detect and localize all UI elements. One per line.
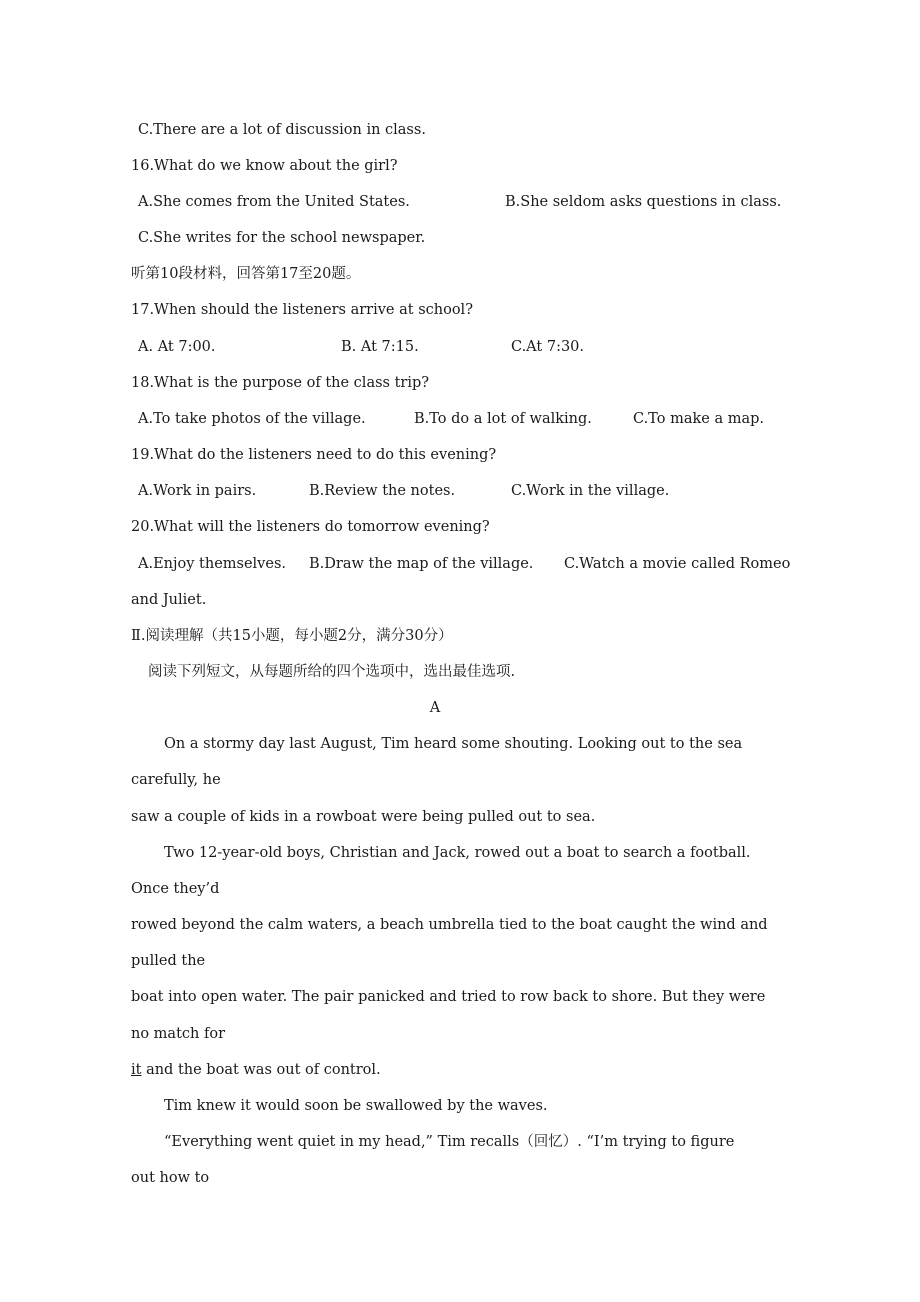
q18-option-b: B.To do a lot of walking. bbox=[414, 411, 592, 427]
q17-option-a: A. At 7:00. bbox=[138, 339, 216, 355]
q16-option-c: C.She writes for the school newspaper. bbox=[138, 230, 426, 246]
q17-option-c: C.At 7:30. bbox=[511, 339, 585, 355]
q19-question: 19.What do the listeners need to do this evening? bbox=[131, 447, 497, 463]
passage-line: boat into open water. The pair panicked and tried to row back to shore. But they were bbox=[131, 989, 766, 1005]
passage-line: carefully, he bbox=[131, 772, 221, 788]
passage-line bbox=[131, 1060, 381, 1080]
q16-question: 16.What do we know about the girl? bbox=[131, 158, 398, 174]
q18-option-c: C.To make a map. bbox=[633, 411, 764, 427]
q20-question: 20.What will the listeners do tomorrow evening? bbox=[131, 519, 490, 535]
q19-option-c: C.Work in the village. bbox=[511, 483, 670, 499]
q18-option-a: A.To take photos of the village. bbox=[138, 411, 366, 427]
q15-option-c: C.There are a lot of discussion in class. bbox=[138, 122, 426, 138]
q20-option-c: C.Watch a movie called Romeo bbox=[564, 556, 791, 572]
passage-line-rest: and the boat was out of control. bbox=[146, 1062, 381, 1078]
passage-line: “Everything went quiet in my head,” Tim recalls（回忆）. “I’m trying to figure bbox=[164, 1134, 735, 1150]
passage-line: On a stormy day last August, Tim heard some shouting. Looking out to the sea bbox=[164, 736, 743, 752]
q20-option-a: A.Enjoy themselves. bbox=[138, 556, 287, 572]
q17-option-b: B. At 7:15. bbox=[341, 339, 419, 355]
q19-option-b: B.Review the notes. bbox=[309, 483, 456, 499]
reading-section-heading: Ⅱ.阅读理解（共15小题，每小题2分，满分30分） bbox=[131, 628, 453, 644]
q17-question: 17.When should the listeners arrive at school? bbox=[131, 302, 473, 318]
q16-option-b: B.She seldom asks questions in class. bbox=[505, 194, 782, 210]
passage-line: no match for bbox=[131, 1026, 225, 1042]
q20-option-c-continued: and Juliet. bbox=[131, 592, 207, 608]
q16-option-a: A.She comes from the United States. bbox=[138, 194, 410, 210]
underlined-word: it bbox=[131, 1062, 142, 1078]
passage-line: rowed beyond the calm waters, a beach umbrella tied to the boat caught the wind and bbox=[131, 917, 768, 933]
passage-line: pulled the bbox=[131, 953, 206, 969]
passage-line: Two 12-year-old boys, Christian and Jack, rowed out a boat to search a football. bbox=[164, 845, 751, 861]
passage-line: out how to bbox=[131, 1170, 210, 1186]
listening-instruction: 听第10段材料，回答第17至20题。 bbox=[131, 266, 361, 282]
passage-line: Tim knew it would soon be swallowed by the waves. bbox=[164, 1098, 548, 1114]
passage-line: Once they’d bbox=[131, 881, 220, 897]
q18-question: 18.What is the purpose of the class trip? bbox=[131, 375, 430, 391]
passage-label: A bbox=[429, 700, 441, 716]
q20-option-b: B.Draw the map of the village. bbox=[309, 556, 534, 572]
reading-instruction: 阅读下列短文，从每题所给的四个选项中，选出最佳选项. bbox=[148, 664, 516, 680]
passage-line: saw a couple of kids in a rowboat were being pulled out to sea. bbox=[131, 809, 596, 825]
q19-option-a: A.Work in pairs. bbox=[138, 483, 257, 499]
